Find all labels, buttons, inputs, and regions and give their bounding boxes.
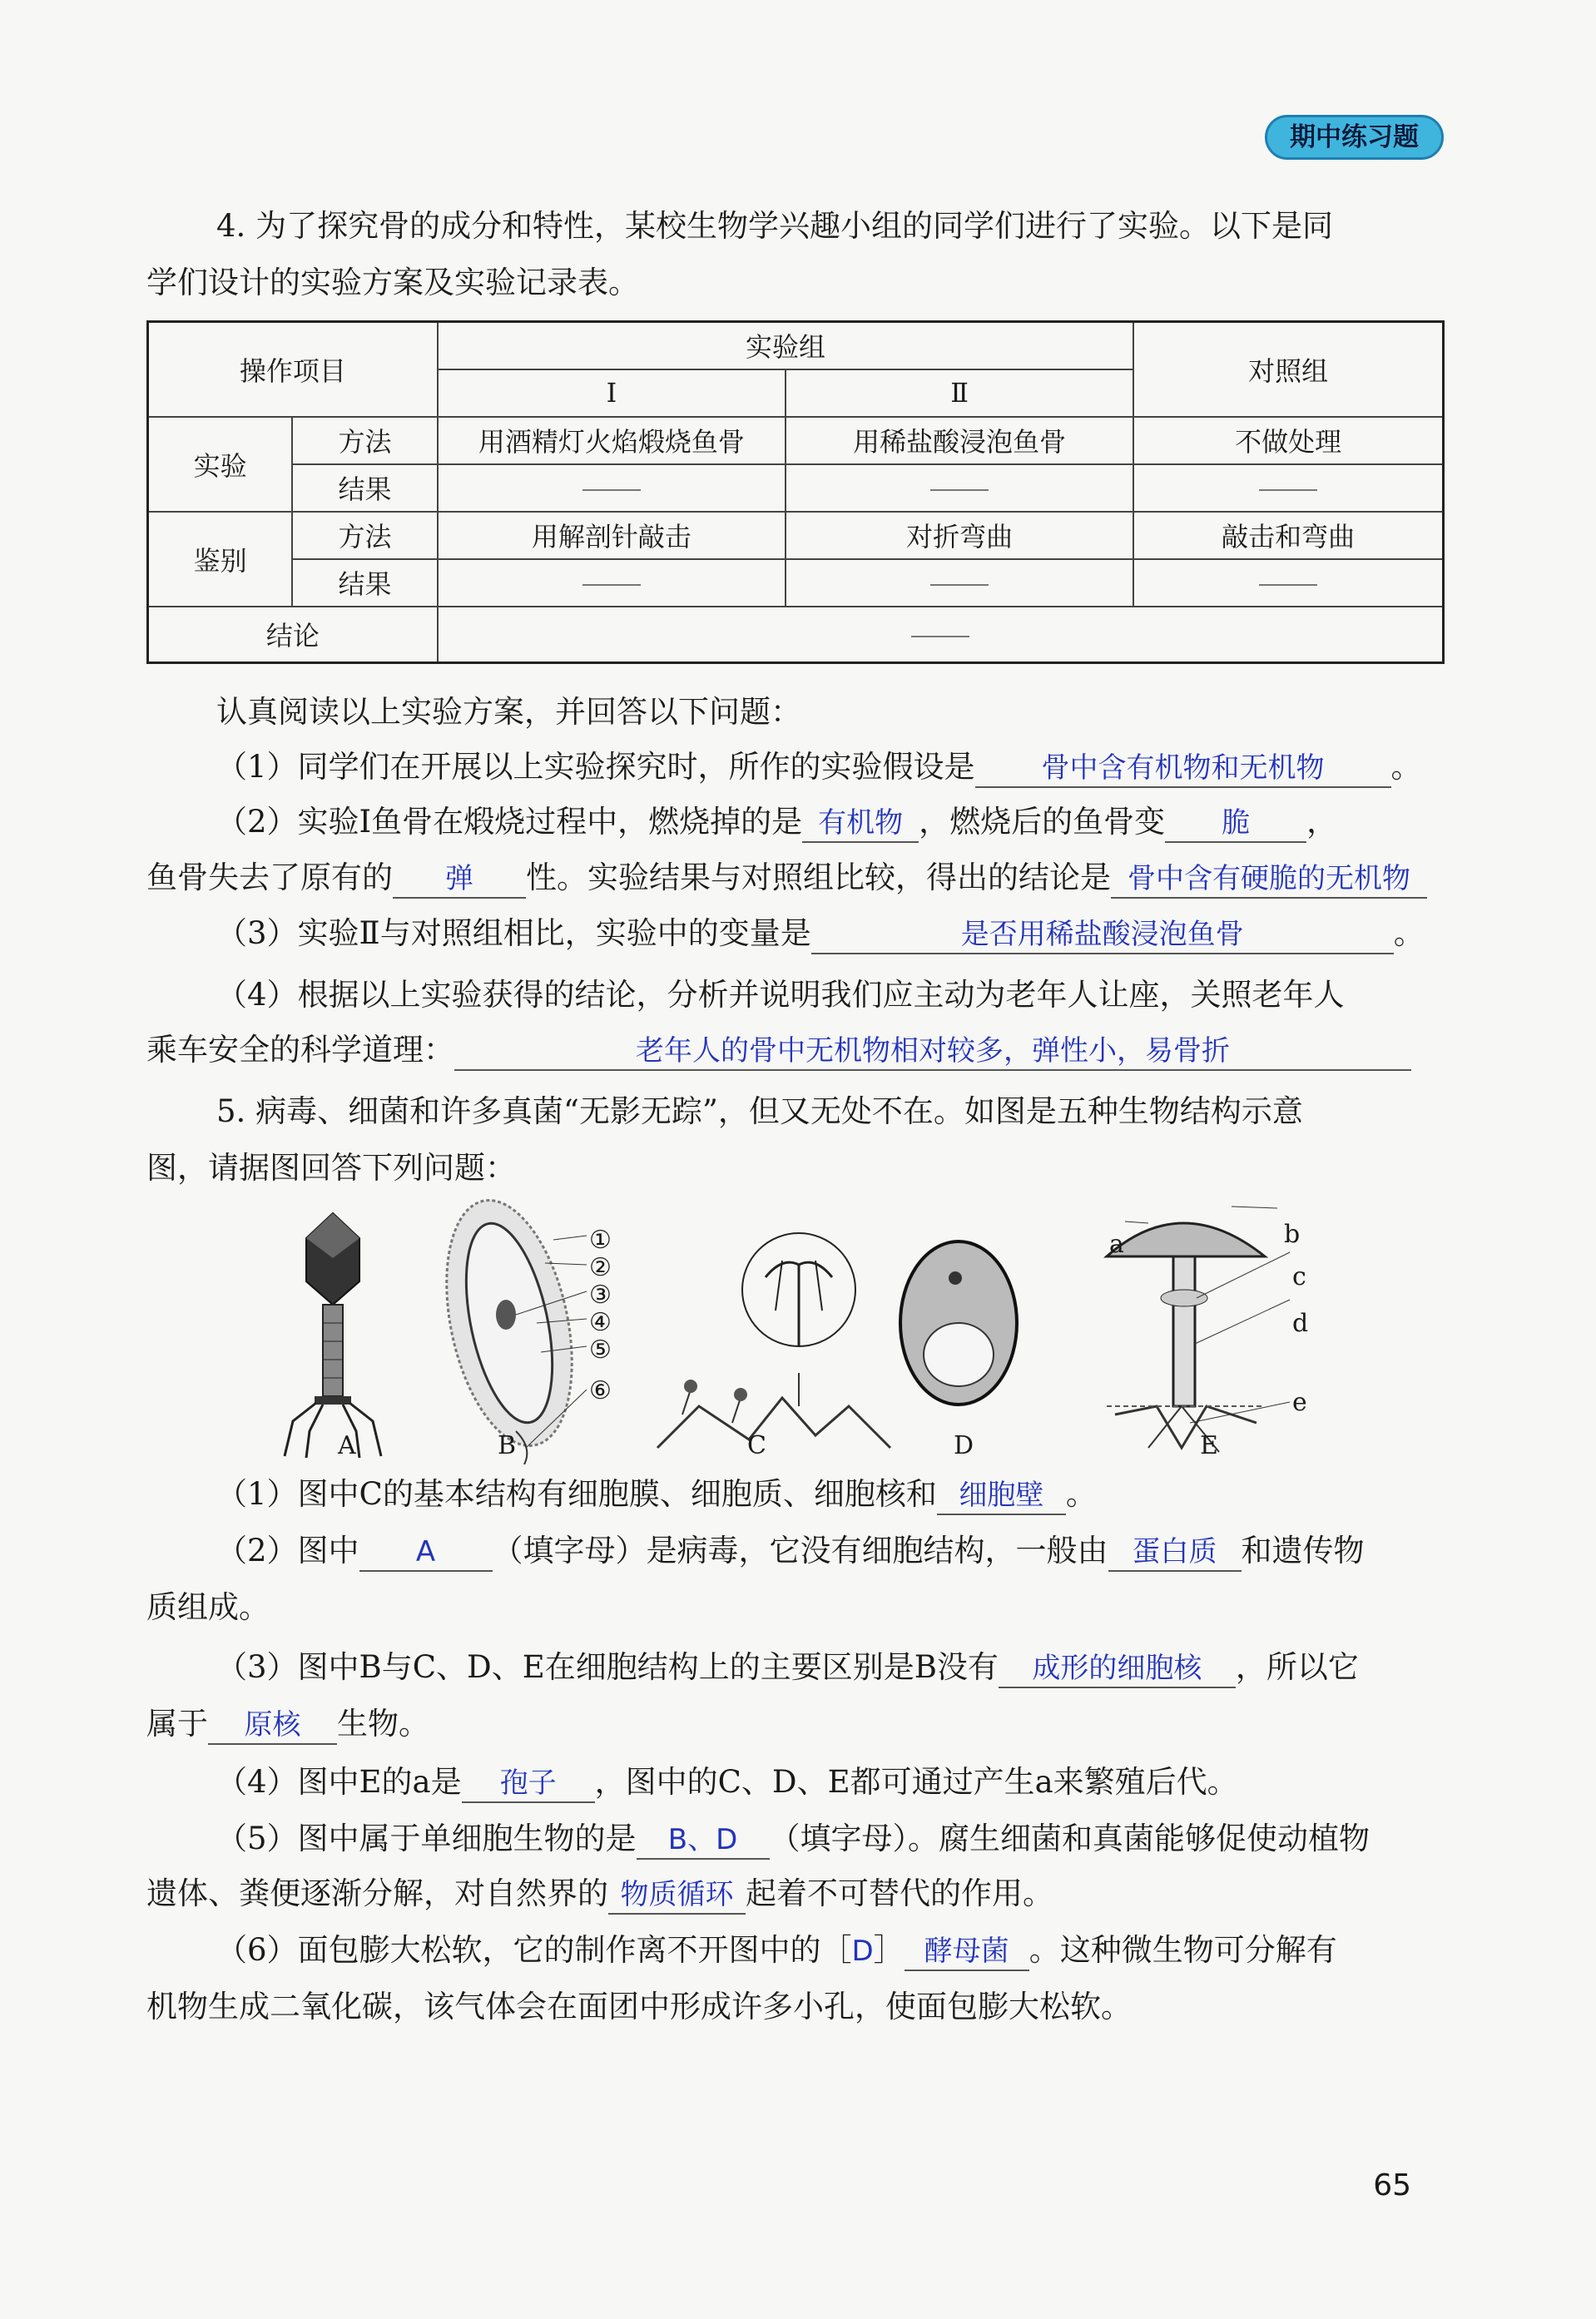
q4-s4-text: 乘车安全的科学道理： — [146, 1032, 454, 1068]
q4-s1-period: 。 — [1390, 749, 1422, 785]
b-part-5: ⑤ — [589, 1335, 612, 1365]
mold-c-drawing — [657, 1233, 890, 1448]
q4-s2-comma: ， — [1306, 804, 1338, 840]
q4-sub4-line1: （4）根据以上实验获得的结论，分析并说明我们应主动为老年人让座，关照老年人 — [216, 977, 1345, 1013]
cell-id-method-control: 敲击和弯曲 — [1133, 512, 1443, 559]
q5-s1-period: 。 — [1065, 1476, 1097, 1512]
cell-exp-result-1 — [438, 464, 786, 512]
q4-s2-text-b: ，燃烧后的鱼骨变 — [919, 804, 1166, 840]
mushroom-e-drawing — [1107, 1207, 1290, 1452]
q5-s3-text-c: 属于 — [146, 1706, 208, 1742]
figure-label-b: B — [498, 1431, 517, 1460]
q5-sub2-line1 — [216, 1531, 1365, 1572]
q4-read-prompt: 认真阅读以上实验方案，并回答以下问题： — [216, 694, 801, 730]
q5-s4-text-b: ，图中的C、D、E都可通过产生a来繁殖后代。 — [594, 1764, 1238, 1800]
cell-id-method-2: 对折弯曲 — [786, 512, 1133, 559]
q5-s3-answer2[interactable]: 原核 — [208, 1707, 337, 1745]
q5-s2-text-c: 和遗传物 — [1241, 1533, 1365, 1568]
q5-s2-text-a: （2）图中 — [216, 1533, 359, 1568]
cell-id-method-1: 用解剖针敲击 — [438, 512, 786, 559]
figure-label-e: E — [1200, 1431, 1218, 1460]
q5-sub3-line1 — [216, 1648, 1359, 1688]
q4-s2-text-a: （2）实验Ⅰ鱼骨在煅烧过程中，燃烧掉的是 — [216, 804, 803, 840]
q5-sub6-line2: 机物生成二氧化碳，该气体会在面团中形成许多小孔，使面包膨大松软。 — [146, 1989, 1132, 2024]
q4-s2-answer4[interactable]: 骨中含有硬脆的无机物 — [1111, 860, 1427, 899]
b-part-6: ⑥ — [589, 1376, 612, 1405]
q4-sub3 — [216, 914, 1425, 954]
organisms-figure — [266, 1198, 1348, 1464]
header-group-2: Ⅱ — [786, 369, 1133, 417]
e-part-b: b — [1284, 1220, 1301, 1249]
b-part-4: ④ — [589, 1308, 612, 1337]
row-id-result: 结果 — [292, 559, 438, 607]
figure-label-a: A — [338, 1431, 356, 1460]
b-part-3: ③ — [589, 1281, 612, 1310]
e-part-d: d — [1292, 1309, 1309, 1338]
header-op-item: 操作项目 — [148, 322, 438, 417]
q4-sub4-line2 — [146, 1030, 1411, 1071]
row-exp-result: 结果 — [292, 464, 438, 512]
cell-id-result-1 — [438, 559, 786, 607]
q4-intro-line1: 4. 为了探究骨的成分和特性，某校生物学兴趣小组的同学们进行了实验。以下是同 — [216, 208, 1334, 244]
q4-sub2-line1 — [216, 802, 1337, 843]
b-part-2: ② — [589, 1253, 612, 1282]
q5-sub5-line2 — [146, 1874, 1053, 1915]
header-control: 对照组 — [1133, 322, 1443, 417]
q5-s6-text-b: ］ — [873, 1932, 905, 1968]
q5-s3-text-b: ，所以它 — [1235, 1649, 1359, 1685]
section-badge: 期中练习题 — [1265, 115, 1444, 160]
q5-sub2-line2: 质组成。 — [146, 1589, 270, 1625]
yeast-d-drawing — [900, 1241, 1017, 1405]
row-exp-method: 方法 — [292, 417, 438, 464]
q5-intro-line2: 图，请据图回答下列问题： — [146, 1150, 516, 1186]
q5-s4-answer[interactable]: 孢子 — [462, 1765, 595, 1803]
q5-s3-answer1[interactable]: 成形的细胞核 — [999, 1650, 1236, 1688]
q4-s2-answer3[interactable]: 弹 — [393, 860, 526, 899]
b-part-1: ① — [589, 1226, 612, 1255]
row-identify: 鉴别 — [148, 512, 293, 607]
q5-s5-answer2[interactable]: 物质循环 — [608, 1876, 746, 1915]
q5-s2-text-b: （填字母）是病毒，它没有细胞结构，一般由 — [492, 1533, 1108, 1568]
q5-s2-answer2[interactable]: 蛋白质 — [1108, 1534, 1242, 1572]
q4-s4-answer[interactable]: 老年人的骨中无机物相对较多，弹性小，易骨折 — [454, 1033, 1411, 1071]
row-experiment: 实验 — [148, 417, 293, 512]
e-part-c: c — [1292, 1262, 1306, 1291]
q5-s4-text-a: （4）图中E的a是 — [216, 1764, 462, 1800]
bacterium-b-drawing — [426, 1198, 592, 1464]
q5-s6-text-c: 。这种微生物可分解有 — [1028, 1932, 1337, 1968]
cell-exp-method-1: 用酒精灯火焰煅烧鱼骨 — [438, 417, 786, 464]
q4-s1-answer[interactable]: 骨中含有机物和无机物 — [975, 750, 1391, 788]
experiment-table — [146, 320, 1445, 664]
q4-sub2-line2 — [146, 858, 1427, 899]
q4-s1-text: （1）同学们在开展以上实验探究时，所作的实验假设是 — [216, 749, 975, 785]
q5-s6-bracket-answer[interactable]: D — [851, 1935, 874, 1968]
e-part-a: a — [1109, 1230, 1124, 1259]
row-conclusion: 结论 — [148, 607, 438, 663]
q5-s1-answer[interactable]: 细胞壁 — [937, 1477, 1066, 1515]
q5-s1-text: （1）图中C的基本结构有细胞膜、细胞质、细胞核和 — [216, 1476, 937, 1512]
header-group-1: Ⅰ — [438, 369, 786, 417]
virus-a-drawing — [285, 1213, 381, 1458]
cell-exp-method-2: 用稀盐酸浸泡鱼骨 — [786, 417, 1133, 464]
row-id-method: 方法 — [292, 512, 438, 559]
header-exp-group: 实验组 — [438, 322, 1133, 369]
q5-intro-line1: 5. 病毒、细菌和许多真菌“无影无踪”，但又无处不在。如图是五种生物结构示意 — [216, 1093, 1303, 1129]
q5-s5-answer1[interactable]: B、D — [637, 1821, 770, 1860]
q5-s2-answer1[interactable]: A — [359, 1534, 493, 1572]
figure-label-c: C — [747, 1431, 766, 1460]
page-number: 65 — [1373, 2168, 1411, 2203]
q4-s3-period: 。 — [1393, 915, 1425, 951]
cell-exp-method-control: 不做处理 — [1133, 417, 1443, 464]
cell-id-result-control — [1133, 559, 1443, 607]
e-part-e: e — [1292, 1388, 1307, 1417]
q5-s5-text-a: （5）图中属于单细胞生物的是 — [216, 1821, 637, 1856]
q5-s5-text-d: 起着不可替代的作用。 — [746, 1876, 1053, 1911]
q5-sub3-line2 — [146, 1704, 429, 1745]
cell-exp-result-control — [1133, 464, 1443, 512]
q5-sub5-line1 — [216, 1819, 1370, 1860]
q5-s6-text-a: （6）面包膨大松软，它的制作离不开图中的［ — [216, 1932, 852, 1968]
q5-sub1 — [216, 1474, 1097, 1515]
q4-s2-text-d: 性。实验结果与对照组比较，得出的结论是 — [526, 860, 1111, 895]
cell-conclusion — [438, 607, 1444, 663]
q5-s6-answer[interactable]: 酵母菌 — [905, 1933, 1029, 1971]
q4-intro-line2: 学们设计的实验方案及实验记录表。 — [146, 265, 639, 300]
q5-sub6-line1 — [216, 1930, 1337, 1971]
q5-sub4 — [216, 1762, 1238, 1803]
q4-sub1 — [216, 747, 1422, 788]
q5-s3-text-a: （3）图中B与C、D、E在细胞结构上的主要区别是B没有 — [216, 1649, 999, 1685]
q5-s5-text-b: （填字母）。腐生细菌和真菌能够促使动植物 — [769, 1821, 1370, 1856]
q4-s2-answer2[interactable]: 脆 — [1165, 805, 1306, 843]
q5-s5-text-c: 遗体、粪便逐渐分解，对自然界的 — [146, 1876, 608, 1911]
cell-exp-result-2 — [786, 464, 1133, 512]
q4-s3-text: （3）实验Ⅱ与对照组相比，实验中的变量是 — [216, 915, 811, 951]
q4-s2-text-c: 鱼骨失去了原有的 — [146, 860, 393, 895]
q5-s3-text-d: 生物。 — [337, 1706, 429, 1742]
cell-id-result-2 — [786, 559, 1133, 607]
q4-s3-answer[interactable]: 是否用稀盐酸浸泡鱼骨 — [811, 916, 1394, 954]
figure-label-d: D — [954, 1431, 974, 1460]
q4-s2-answer1[interactable]: 有机物 — [802, 805, 919, 843]
